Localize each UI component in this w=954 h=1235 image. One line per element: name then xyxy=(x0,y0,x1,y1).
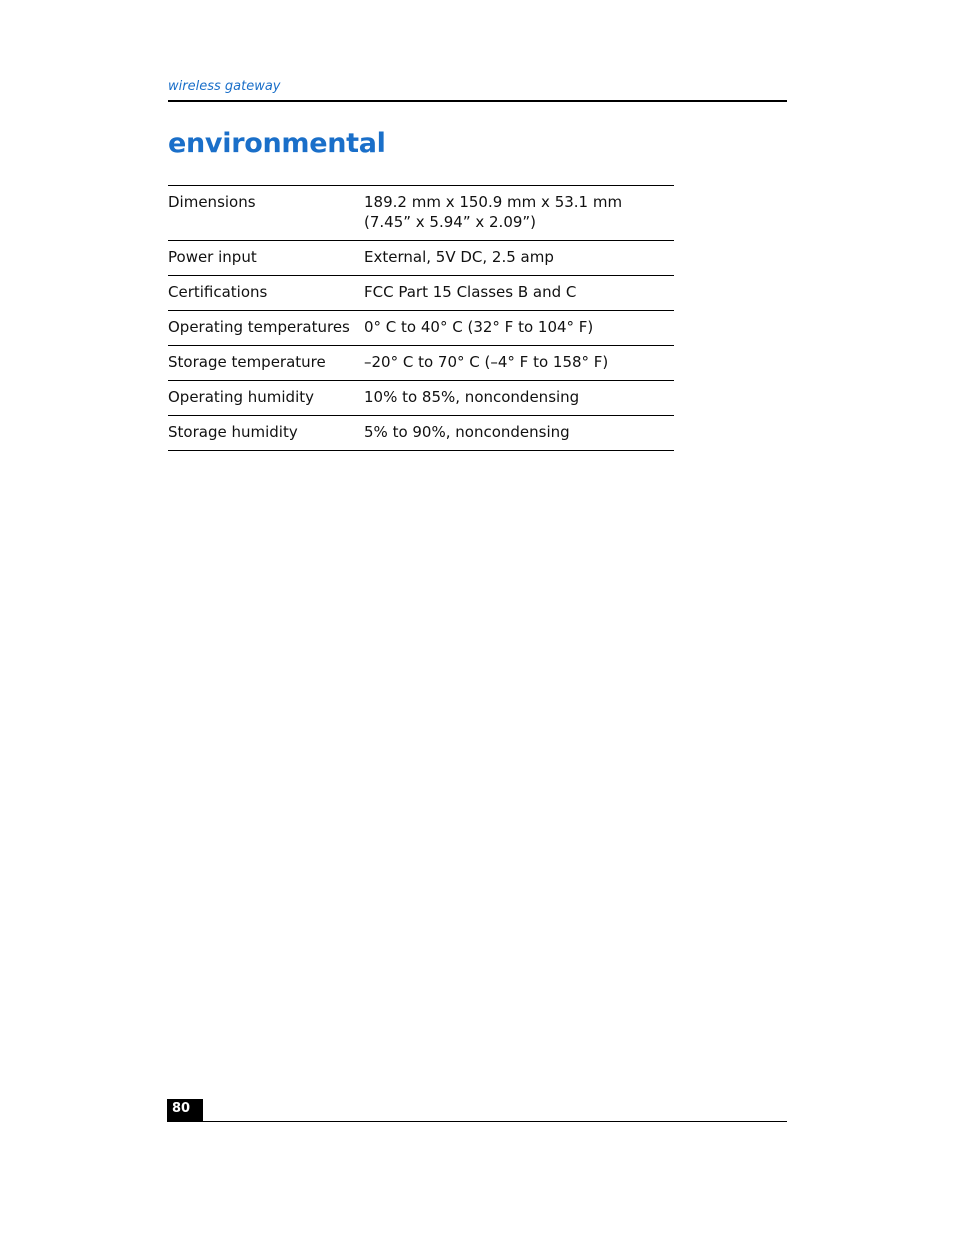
spec-label: Dimensions xyxy=(168,193,256,211)
spec-table xyxy=(168,185,674,451)
spec-value-line: 189.2 mm x 150.9 mm x 53.1 mm xyxy=(364,193,623,211)
spec-row-power-input xyxy=(168,241,674,276)
spec-value-line: (7.45” x 5.94” x 2.09”) xyxy=(364,213,537,231)
header-rule xyxy=(168,100,787,102)
spec-label: Power input xyxy=(168,248,257,266)
spec-label: Storage humidity xyxy=(168,423,298,441)
spec-value: FCC Part 15 Classes B and C xyxy=(364,283,577,301)
spec-row-certifications xyxy=(168,276,674,311)
spec-label: Operating temperatures xyxy=(168,318,350,336)
spec-value: External, 5V DC, 2.5 amp xyxy=(364,248,554,266)
spec-label: Certifications xyxy=(168,283,268,301)
running-header: wireless gateway xyxy=(168,79,281,94)
spec-row-storage-temperature xyxy=(168,346,674,381)
spec-label: Operating humidity xyxy=(168,388,315,406)
spec-row-dimensions xyxy=(168,186,674,241)
spec-row-storage-humidity xyxy=(168,416,674,451)
spec-value: 0° C to 40° C (32° F to 104° F) xyxy=(364,318,594,336)
spec-value: 5% to 90%, noncondensing xyxy=(364,423,570,441)
page-number: 80 xyxy=(167,1099,203,1122)
spec-row-operating-humidity xyxy=(168,381,674,416)
spec-row-operating-temperatures xyxy=(168,311,674,346)
footer-rule xyxy=(167,1121,787,1122)
spec-value xyxy=(364,186,674,241)
spec-label: Storage temperature xyxy=(168,353,326,371)
spec-value: –20° C to 70° C (–4° F to 158° F) xyxy=(364,353,609,371)
section-title: environmental xyxy=(168,128,386,159)
spec-value: 10% to 85%, noncondensing xyxy=(364,388,580,406)
